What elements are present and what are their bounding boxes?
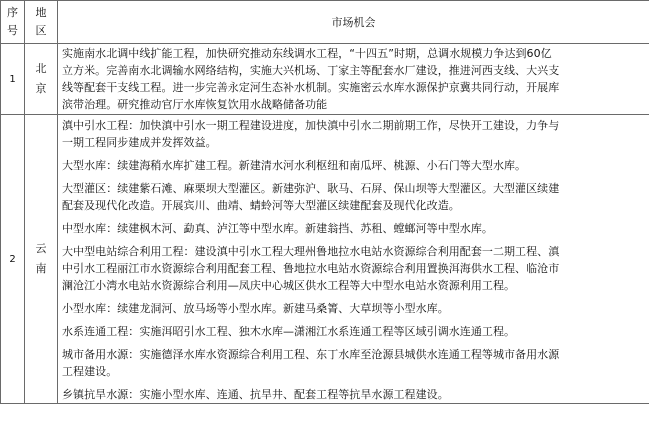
table-row-beijing — [1, 44, 649, 115]
text-line: 乡镇抗旱水源：实施小型水库、连通、抗旱井、配套工程等抗旱水源工程建设。 — [62, 388, 449, 401]
region-char-2: 南 — [35, 262, 47, 275]
table-row-yunnan — [1, 115, 649, 404]
header-no-line2: 号 — [7, 24, 18, 37]
region-char-1: 云 — [35, 242, 47, 255]
text-line: 滇中引水工程：加快滇中引水一期工程建设进度，加快滇中引水二期前期工作，尽快开工建设，力争与 — [62, 119, 560, 132]
text-line: 水系连通工程：实施洱昭引水工程、独木水库—潇湘江水系连通工程等区域引调水连通工程。 — [62, 325, 516, 338]
text-line: 实施南水北调中线扩能工程，加快研究推动东线调水工程，“十四五”时期，总调水规模力争达到60亿 — [62, 47, 552, 60]
header-no — [1, 1, 25, 44]
text-line: 中引水工程丽江市水资源综合利用配套工程、鲁地拉水电站水资源综合利用置换洱海供水工程、临沧市 — [62, 262, 560, 275]
market-cell — [58, 115, 649, 404]
text-line: 城市备用水源：实施德泽水库水资源综合利用工程、东丁水库至沧源县城供水连通工程等城市备用水源 — [62, 348, 560, 361]
region-char-2: 京 — [35, 82, 47, 95]
row-number: 1 — [1, 44, 25, 115]
header-region-line1: 地 — [35, 6, 47, 19]
region-cell — [25, 115, 58, 404]
row-number: 2 — [1, 115, 25, 404]
text-line: 立方米。完善南水北调输水网络结构，实施大兴机场、丁家主等配套水厂建设，推进河西支线、大兴支 — [62, 64, 560, 77]
text-line: 大型灌区：续建紫石滩、麻栗坝大型灌区。新建弥沪、耿马、石屏、保山坝等大型灌区。大型灌区续建 — [62, 182, 560, 195]
text-line: 配套及现代化改造。开展宾川、曲靖、蜻蛉河等大型灌区续建配套及现代化改造。 — [62, 199, 460, 212]
text-line: 中型水库：续建枫木河、勐真、泸江等中型水库。新建翁挡、苏租、螳螂河等中型水库。 — [62, 222, 493, 235]
text-line: 澜沧江小湾水电站水资源综合利用—凤庆中心城区供水工程等大中型水电站水资源利用工程。 — [62, 279, 516, 292]
text-line: 滨带治理。研究推动官厅水库恢复饮用水战略储备功能 — [62, 98, 328, 111]
text-line: 工程建设。 — [62, 365, 118, 378]
header-market: 市场机会 — [58, 1, 649, 44]
text-line: 小型水库：续建龙洞河、放马场等小型水库。新建马桑箐、大草坝等小型水库。 — [62, 302, 449, 315]
text-line: 一期工程同步建成并发挥效益。 — [62, 136, 217, 149]
region-cell — [25, 44, 58, 115]
header-no-line1: 序 — [7, 6, 18, 19]
text-line: 大中型电站综合利用工程：建设滇中引水工程大理州鲁地拉水电站水资源综合利用配套一二期工程、滇 — [62, 245, 560, 258]
header-region — [25, 1, 58, 44]
market-cell — [58, 44, 649, 115]
table-header-row — [1, 1, 649, 44]
text-line: 线等配套干支线工程。进一步完善永定河生态补水机制。实施密云水库水源保护京冀共同行动，开展库 — [62, 81, 560, 94]
text-line: 大型水库：续建海稍水库扩建工程。新建清水河水利枢纽和南瓜坪、桃源、小石门等大型水库。 — [62, 159, 527, 172]
region-char-1: 北 — [35, 62, 47, 75]
header-region-line2: 区 — [35, 24, 47, 37]
